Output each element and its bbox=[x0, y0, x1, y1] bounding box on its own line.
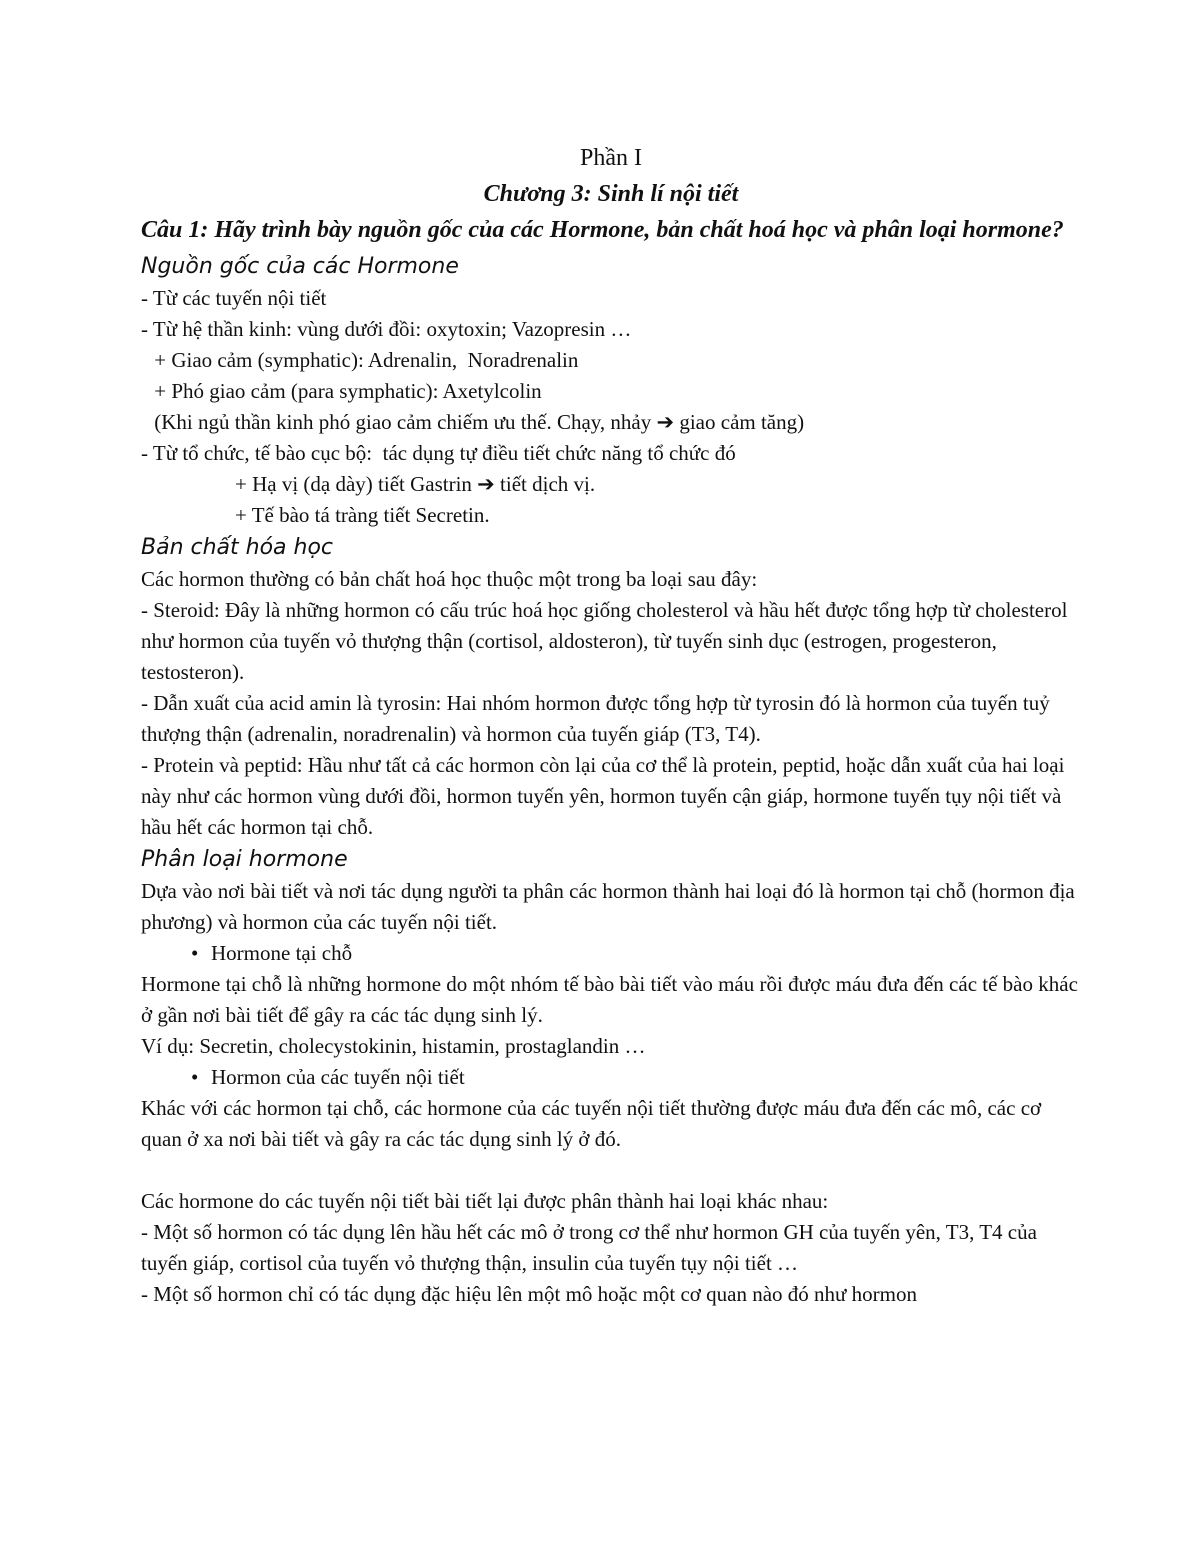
bullet-icon: • bbox=[191, 941, 199, 965]
gland-hormone-text: Khác với các hormon tại chỗ, các hormone của các tuyến nội tiết thường được máu đưa đến các mô, các cơ quan ở xa nơi bài tiết và gây ra các tác dụng sinh lý ở đó. bbox=[141, 1096, 1042, 1151]
origin-heading: Nguồn gốc của các Hormone bbox=[141, 254, 459, 279]
origin-line: + Phó giao cảm (para symphatic): Axetylcolin bbox=[149, 379, 542, 403]
origin-line: - Từ các tuyến nội tiết bbox=[141, 286, 327, 310]
spacer bbox=[141, 1155, 1081, 1186]
local-hormone-example: Ví dụ: Secretin, cholecystokinin, histamin, prostaglandin … bbox=[141, 1034, 646, 1058]
origin-line: - Từ tổ chức, tế bào cục bộ: tác dụng tự điều tiết chức năng tổ chức đó bbox=[141, 441, 736, 465]
origin-line: + Giao cảm (symphatic): Adrenalin, Noradrenalin bbox=[149, 348, 579, 372]
question-title: Câu 1: Hãy trình bày nguồn gốc của các Hormone, bản chất hoá học và phân loại hormone? bbox=[141, 217, 1064, 243]
chemistry-protein: - Protein và peptid: Hầu như tất cả các hormon còn lại của cơ thể là protein, peptid, hoặc dẫn xuất của hai loại này như các hormon vùng dưới đồi, hormon tuyến yên, hormon tuyến cận giáp, hormone tuyến tụy nội tiết và hầu hết các hormon tại chỗ. bbox=[141, 753, 1065, 839]
origin-line: (Khi ngủ thần kinh phó giao cảm chiếm ưu thế. Chạy, nhảy ➔ giao cảm tăng) bbox=[149, 410, 805, 434]
gland-classification-line: - Một số hormon có tác dụng lên hầu hết các mô ở trong cơ thể như hormon GH của tuyến yên, T3, T4 của tuyến giáp, cortisol của tuyến vỏ thượng thận, insulin của tuyến tụy nội tiết … bbox=[141, 1220, 1037, 1275]
bullet-label: Hormone tại chỗ bbox=[211, 941, 353, 965]
origin-line: + Hạ vị (dạ dày) tiết Gastrin ➔ tiết dịch vị. bbox=[235, 472, 596, 496]
bullet-icon: • bbox=[191, 1065, 199, 1089]
bullet-label: Hormon của các tuyến nội tiết bbox=[211, 1065, 465, 1089]
chemistry-amino: - Dẫn xuất của acid amin là tyrosin: Hai nhóm hormon được tổng hợp từ tyrosin đó là hormon của tuyến tuỷ thượng thận (adrenalin, noradrenalin) và hormon của tuyến giáp (T3, T4). bbox=[141, 691, 1050, 746]
classification-heading: Phân loại hormone bbox=[141, 847, 348, 872]
local-hormone-text: Hormone tại chỗ là những hormone do một nhóm tế bào bài tiết vào máu rồi được máu đưa đến các tế bào khác ở gần nơi bài tiết để gây ra các tác dụng sinh lý. bbox=[141, 972, 1078, 1027]
part-title: Phần I bbox=[580, 145, 642, 171]
gland-classification-intro: Các hormone do các tuyến nội tiết bài tiết lại được phân thành hai loại khác nhau: bbox=[141, 1189, 829, 1213]
document-page bbox=[141, 140, 1081, 1310]
gland-classification-line: - Một số hormon chỉ có tác dụng đặc hiệu lên một mô hoặc một cơ quan nào đó như hormon bbox=[141, 1282, 917, 1306]
chemistry-intro: Các hormon thường có bản chất hoá học thuộc một trong ba loại sau đây: bbox=[141, 567, 758, 591]
chapter-title: Chương 3: Sinh lí nội tiết bbox=[483, 181, 739, 207]
classification-intro: Dựa vào nơi bài tiết và nơi tác dụng người ta phân các hormon thành hai loại đó là hormon tại chỗ (hormon địa phương) và hormon của các tuyến nội tiết. bbox=[141, 879, 1075, 934]
bullet-item bbox=[141, 1062, 1081, 1093]
bullet-item bbox=[141, 938, 1081, 969]
chemistry-heading: Bản chất hóa học bbox=[141, 535, 334, 560]
chemistry-steroid: - Steroid: Đây là những hormon có cấu trúc hoá học giống cholesterol và hầu hết được tổng hợp từ cholesterol như hormon của tuyến vỏ thượng thận (cortisol, aldosteron), từ tuyến sinh dục (estrogen, progesteron, testosteron). bbox=[141, 598, 1068, 684]
origin-line: - Từ hệ thần kinh: vùng dưới đồi: oxytoxin; Vazopresin … bbox=[141, 317, 632, 341]
origin-line: + Tế bào tá tràng tiết Secretin. bbox=[235, 503, 490, 527]
